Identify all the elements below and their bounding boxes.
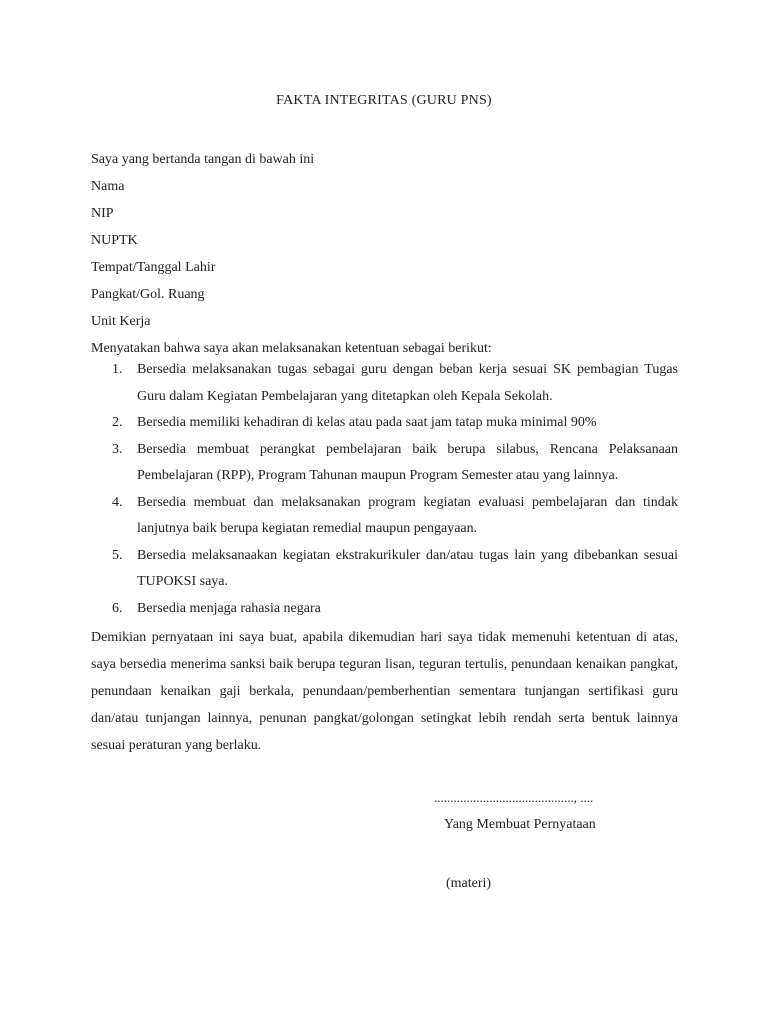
list-item-number: 4.	[112, 494, 123, 510]
signature-place-date: ..........................................., ....	[434, 790, 594, 805]
signature-label: Yang Membuat Pernyataan	[444, 817, 596, 832]
list-item-number: 5.	[112, 547, 123, 563]
field-label-unit-kerja: Unit Kerja	[91, 314, 151, 329]
signature-name: (materi)	[446, 876, 492, 891]
field-label-nuptk: NUPTK	[91, 233, 138, 248]
field-label-pangkat: Pangkat/Gol. Ruang	[91, 287, 205, 302]
field-label-tempat-tanggal-lahir: Tempat/Tanggal Lahir	[91, 260, 216, 275]
list-item-number: 3.	[112, 441, 123, 457]
list-item-text: Bersedia melaksanakan tugas sebagai guru dengan beban kerja sesuai SK pembagian Tugas Guru dalam Kegiatan Pembelajaran yang ditetapkan oleh Kepala Sekolah.	[137, 362, 678, 404]
list-item	[91, 543, 678, 596]
list-item-text: Bersedia membuat perangkat pembelajaran baik berupa silabus, Rencana Pelaksanaan Pembelajaran (RPP), Program Tahunan maupun Program Semester atau yang lainnya.	[137, 441, 678, 483]
list-item-text: Bersedia menjaga rahasia negara	[137, 600, 321, 616]
list-item-number: 1.	[112, 362, 123, 377]
list-item-text: Bersedia melaksanaakan kegiatan ekstrakurikuler dan/atau tugas lain yang dibebankan sesuai TUPOKSI saya.	[137, 547, 678, 589]
closing-paragraph: Demikian pernyataan ini saya buat, apabila dikemudian hari saya tidak memenuhi ketentuan di atas, saya bersedia menerima sanksi baik berupa teguran lisan, teguran tertulis, penundaan kenaikan pangkat, penundaan kenaikan gaji berkala, penundaan/pemberhentian sementara tunjangan sertifikasi guru dan/atau tunjangan lainnya, penunan pangkat/golongan setingkat lebih rendah serta bentuk lainnya sesuai peraturan yang berlaku.	[91, 630, 678, 753]
list-item	[91, 410, 678, 437]
list-item-number: 2.	[112, 415, 123, 430]
list-item	[91, 596, 678, 623]
list-item-text: Bersedia memiliki kehadiran di kelas atau pada saat jam tatap muka minimal 90%	[137, 415, 597, 430]
list-item	[91, 437, 678, 490]
list-item	[91, 490, 678, 543]
list-item-number: 6.	[112, 600, 123, 616]
field-label-nip: NIP	[91, 206, 114, 221]
statement-line: Menyatakan bahwa saya akan melaksanakan ketentuan sebagai berikut:	[91, 341, 492, 356]
intro-line: Saya yang bertanda tangan di bawah ini	[91, 152, 315, 167]
document-title: FAKTA INTEGRITAS (GURU PNS)	[276, 93, 492, 108]
field-label-nama: Nama	[91, 179, 125, 194]
list-item	[91, 357, 678, 410]
list-item-text: Bersedia membuat dan melaksanakan program kegiatan evaluasi pembelajaran dan tindak lanjutnya baik berupa kegiatan remedial maupun pengayaan.	[137, 494, 678, 536]
commitment-list	[91, 357, 678, 622]
intro-block	[91, 146, 681, 362]
